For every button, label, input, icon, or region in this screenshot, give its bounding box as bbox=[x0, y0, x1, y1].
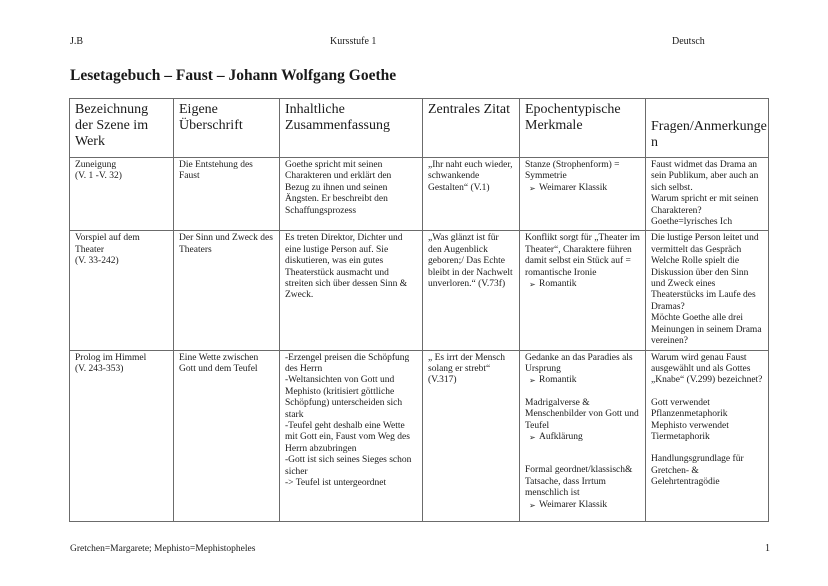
table-row bbox=[70, 231, 769, 350]
header-course: Kursstufe 1 bbox=[330, 36, 377, 47]
summary-line: -Weltansichten von Gott und Mephisto (kritisiert göttliche Schöpfung) unterscheiden sich stark bbox=[285, 375, 403, 420]
scene-name: Zuneigung bbox=[75, 160, 117, 170]
text-line: Warum wird genau Faust ausgewählt und als Gottes „Knabe“ (V.299) bezeichnet? bbox=[651, 352, 763, 386]
heading-cell: Eine Wette zwischen Gott und dem Teufel bbox=[174, 350, 280, 521]
scene-cell bbox=[70, 231, 174, 350]
header-author: J.B bbox=[70, 36, 84, 47]
quote-cell: „Was glänzt ist für den Augenblick geboren;/ Das Echte bleibt in der Nachwelt unverloren.“ (V.73f) bbox=[423, 231, 520, 350]
document-title: Lesetagebuch – Faust – Johann Wolfgang Goethe bbox=[70, 67, 397, 84]
bullet-item: ➢ Romantik bbox=[525, 375, 640, 386]
text-line: Gott verwendet Pflanzenmetaphorik bbox=[651, 397, 728, 420]
column-header-notes: Fragen/Anmerkunge n bbox=[646, 99, 769, 158]
header-subject: Deutsch bbox=[672, 36, 705, 47]
reading-journal-table bbox=[69, 98, 769, 522]
notes-cell bbox=[646, 350, 769, 521]
scene-cell bbox=[70, 158, 174, 231]
scene-name: Vorspiel auf dem Theater bbox=[75, 233, 140, 255]
line-spacer bbox=[651, 387, 763, 398]
features-cell bbox=[520, 350, 646, 521]
page-number: 1 bbox=[765, 543, 770, 554]
table-row bbox=[70, 350, 769, 521]
scene-verses: (V. 33-242) bbox=[75, 256, 119, 267]
column-header-summary: Inhaltliche Zusammenfassung bbox=[280, 99, 423, 158]
quote-cell: „Ihr naht euch wieder, schwankende Gestalten“ (V.1) bbox=[423, 158, 520, 231]
column-header-scene: Bezeichnung der Szene im Werk bbox=[70, 99, 174, 158]
column-header-features: Epochentypische Merkmale bbox=[520, 99, 646, 158]
summary-cell bbox=[280, 350, 423, 521]
line-spacer bbox=[651, 443, 763, 454]
line-spacer bbox=[525, 443, 640, 454]
line-spacer bbox=[525, 454, 640, 465]
summary-line: -> Teufel ist untergeordnet bbox=[285, 477, 387, 488]
text-line: Madrigalverse & Menschenbilder von Gott und Teufel bbox=[525, 397, 639, 431]
line-spacer bbox=[525, 387, 640, 398]
table-row bbox=[70, 158, 769, 231]
text-line: Möchte Goethe alle drei Meinungen in seinem Drama vereinen? bbox=[651, 313, 762, 347]
quote-cell: „ Es irrt der Mensch solang er strebt“ (V.317) bbox=[423, 350, 520, 521]
notes-cell bbox=[646, 231, 769, 350]
scene-verses: (V. 243-353) bbox=[75, 363, 124, 374]
text-line: Stanze (Strophenform) = Symmetrie bbox=[525, 160, 620, 182]
features-cell bbox=[520, 158, 646, 231]
text-line: Die lustige Person leitet und vermittelt das Gespräch bbox=[651, 233, 759, 255]
scene-cell bbox=[70, 350, 174, 521]
summary-cell: Goethe spricht mit seinen Charakteren und erklärt den Bezug zu ihnen und seinen Ängsten. Er beschreibt den Schaffungsprozess bbox=[280, 158, 423, 231]
scene-name: Prolog im Himmel bbox=[75, 352, 147, 363]
text-line: Handlungsgrundlage für Gretchen- & Gelehrtentragödie bbox=[651, 454, 744, 488]
summary-line: -Teufel geht deshalb eine Wette mit Gott ein, Faust vom Weg des Herrn abzubringen bbox=[285, 420, 410, 454]
summary-cell: Es treten Direktor, Dichter und eine lustige Person auf. Sie diskutieren, was ein gutes Theaterstück ausmacht und streiten sich über dessen Sinn & Zweck. bbox=[280, 231, 423, 350]
bullet-item: ➢ Romantik bbox=[525, 279, 640, 290]
scene-verses: (V. 1 -V. 32) bbox=[75, 171, 122, 182]
bullet-item: ➢ Aufklärung bbox=[525, 432, 640, 443]
summary-line: -Erzengel preisen die Schöpfung des Herrn bbox=[285, 352, 410, 374]
bullet-item: ➢ Weimarer Klassik bbox=[525, 183, 640, 194]
column-header-heading: Eigene Überschrift bbox=[174, 99, 280, 158]
text-line: Warum spricht er mit seinen Charakteren? bbox=[651, 194, 759, 216]
features-cell bbox=[520, 231, 646, 350]
text-line: Gedanke an das Paradies als Ursprung bbox=[525, 352, 633, 374]
heading-cell: Die Entstehung des Faust bbox=[174, 158, 280, 231]
notes-cell bbox=[646, 158, 769, 231]
footer-note: Gretchen=Margarete; Mephisto=Mephistopheles bbox=[70, 544, 256, 554]
text-line: Goethe=lyrisches Ich bbox=[651, 217, 733, 228]
text-line: Mephisto verwendet Tiermetaphorik bbox=[651, 420, 729, 442]
table-header-row bbox=[70, 99, 769, 158]
heading-cell: Der Sinn und Zweck des Theaters bbox=[174, 231, 280, 350]
column-header-quote: Zentrales Zitat bbox=[423, 99, 520, 158]
summary-line: -Gott ist sich seines Sieges schon sicher bbox=[285, 455, 412, 477]
text-line: Konflikt sorgt für „Theater im Theater“, Charaktere führen damit selbst ein Stück auf = romantische Ironie bbox=[525, 233, 640, 278]
text-line: Formal geordnet/klassisch& Tatsache, dass Irrtum menschlich ist bbox=[525, 465, 633, 499]
bullet-item: ➢ Weimarer Klassik bbox=[525, 500, 640, 511]
text-line: Welche Rolle spielt die Diskussion über den Sinn und Zweck eines Theaterstücks im Laufe des Dramas? bbox=[651, 256, 756, 312]
text-line: Faust widmet das Drama an sein Publikum, aber auch an sich selbst. bbox=[651, 160, 759, 193]
